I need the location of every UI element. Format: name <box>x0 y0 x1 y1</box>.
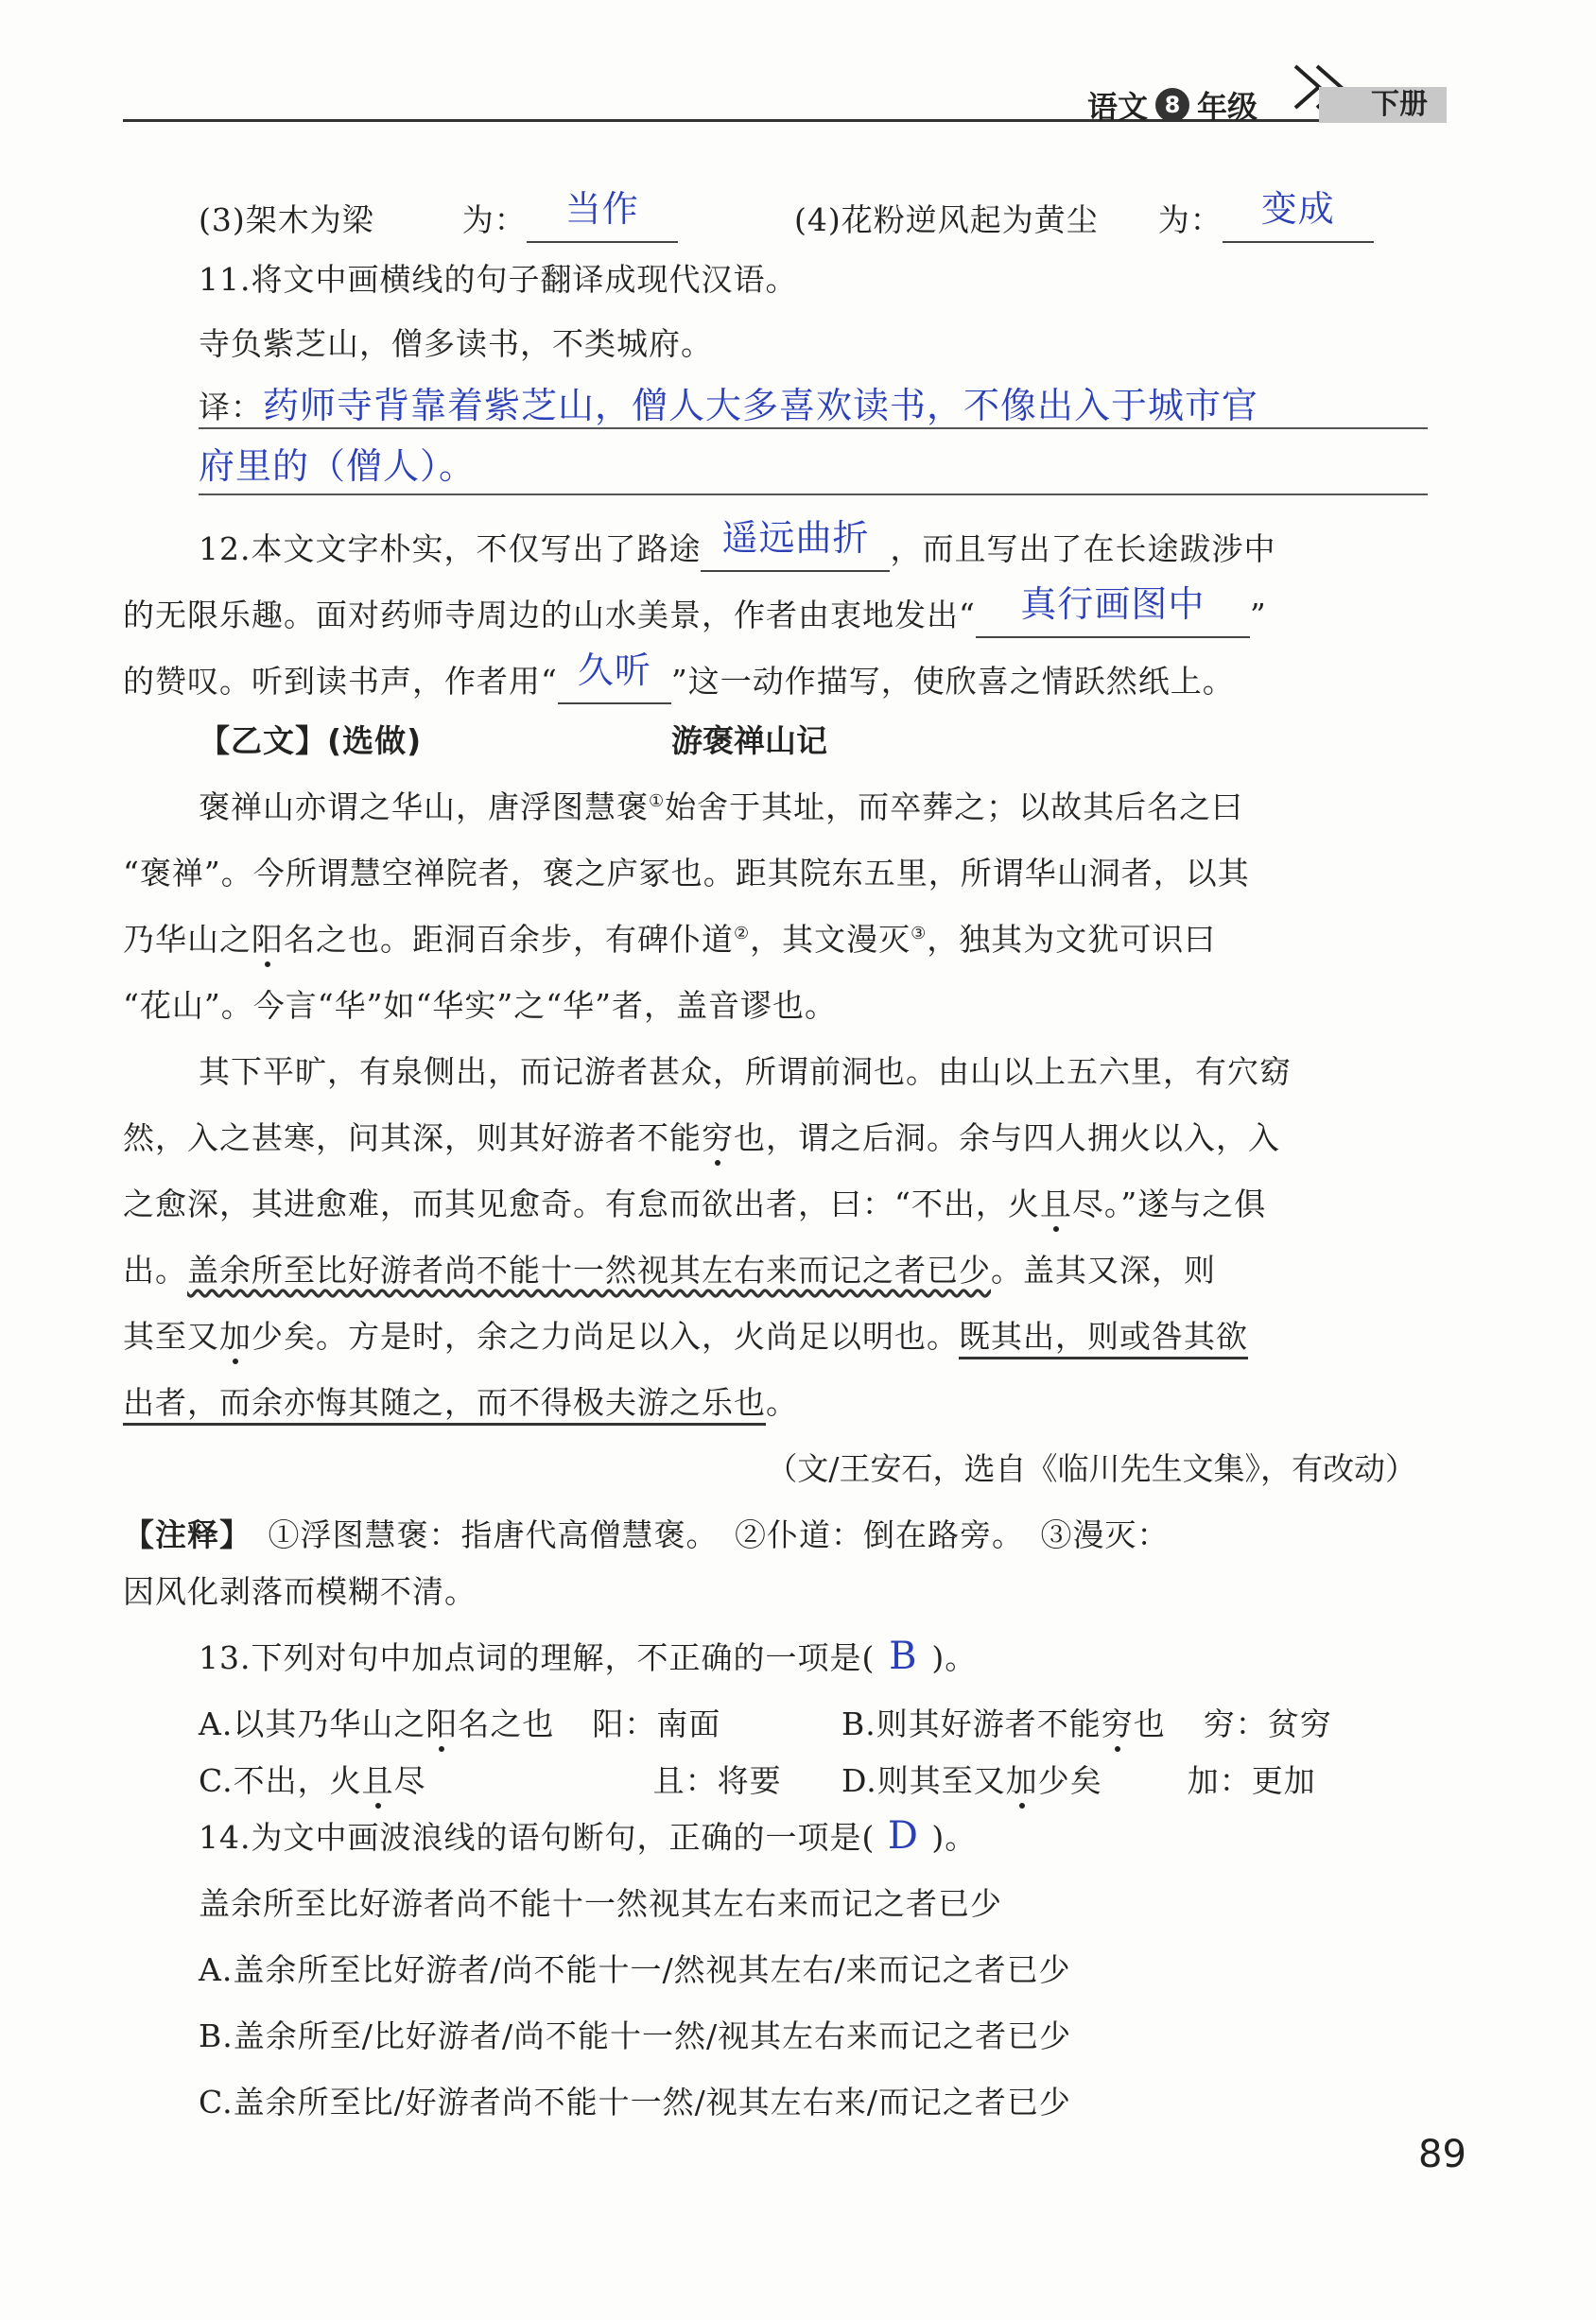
q12-blank2[interactable]: 真行画图中 <box>976 584 1250 638</box>
passage-p2-l4: 出。盖余所至比好游者尚不能十一然视其左右来而记之者已少。盖其又深，则 <box>123 1252 1216 1289</box>
passage-p1-l3: 乃华山之阳名之也。距洞百余步，有碑仆道②，其文漫灭③，独其为文犹可识曰 <box>123 921 1217 958</box>
q13-option-b[interactable]: B.则其好游者不能穷也 穷：贫穷 <box>841 1705 1332 1742</box>
passage-p2-l3: 之愈深，其进愈难，而其见愈奇。有怠而欲出者，曰：“不出，火且尽。”遂与之俱 <box>123 1186 1267 1222</box>
subject-label: 语文 <box>1087 89 1149 125</box>
q14-option-a[interactable]: A.盖余所至比好游者/尚不能十一/然视其左右/来而记之者已少 <box>199 1951 1071 1988</box>
q11-answer-line2[interactable]: 府里的（僧人）。 <box>199 445 477 487</box>
q10-part4: (4)花粉逆风起为黄尘 为： 变成 <box>794 189 1374 243</box>
q12-line1: 12.本文文字朴实，不仅写出了路途 遥远曲折 ，而且写出了在长途跋涉中 <box>199 518 1275 572</box>
q14-answer[interactable]: D <box>887 1814 919 1858</box>
q11-prompt: 11.将文中画横线的句子翻译成现代汉语。 <box>199 261 798 298</box>
q13-option-a[interactable]: A.以其乃华山之阳名之也 阳：南面 <box>199 1705 721 1742</box>
passage-p1-l1: 褒禅山亦谓之华山，唐浮图慧褒①始舍于其址，而卒葬之；以故其后名之曰 <box>199 788 1244 825</box>
page-number: 89 <box>1418 2133 1466 2176</box>
passage-p2-l2: 然，入之甚寒，问其深，则其好游者不能穷也，谓之后洞。余与四人拥火以入，入 <box>123 1119 1280 1156</box>
q13-answer[interactable]: B <box>889 1635 918 1678</box>
underlined-sentence-b: 出者，而余亦悔其随之，而不得极夫游之乐也 <box>123 1384 766 1421</box>
q13-prompt: 13.下列对句中加点词的理解，不正确的一项是( B )。 <box>199 1635 978 1678</box>
grade-badge: 8 <box>1155 88 1189 122</box>
q10-p4-blank[interactable]: 变成 <box>1223 189 1374 243</box>
passage-p2-l5: 其至又加少矣。方是时，余之力尚足以入，火尚足以明也。既其出，则或咎其欲 <box>123 1318 1248 1355</box>
q10-p3-blank[interactable]: 当作 <box>527 189 678 243</box>
q12-line3: 的赞叹。听到读书声，作者用“ 久听 ”这一动作描写，使欣喜之情跃然纸上。 <box>123 650 1235 704</box>
q10-part3: (3)架木为梁 为： 当作 <box>199 189 678 243</box>
wavy-underlined-sentence: 盖余所至比好游者尚不能十一然视其左右来而记之者已少 <box>187 1252 991 1289</box>
header-subject <box>1087 83 1258 127</box>
notes-line1: 【注释】 ①浮图慧褒：指唐代高僧慧褒。 ②仆道：倒在路旁。 ③漫灭： <box>123 1516 1170 1553</box>
passage-p1-l2: “褒禅”。今所谓慧空禅院者，褒之庐冢也。距其院东五里，所谓华山洞者，以其 <box>123 855 1250 892</box>
q12-blank3[interactable]: 久听 <box>558 650 671 704</box>
q11-answer-line1[interactable]: 译：药师寺背靠着紫芝山，僧人大多喜欢读书，不像出入于城市官 <box>199 385 1259 426</box>
volume-tab: 下册 <box>1319 87 1447 123</box>
q12-blank1[interactable]: 遥远曲折 <box>701 518 890 572</box>
passage-p2-l6: 出者，而余亦悔其随之，而不得极夫游之乐也。 <box>123 1384 798 1421</box>
passage-p1-l4: “花山”。今言“华”如“华实”之“华”者，盖音谬也。 <box>123 987 837 1024</box>
answer-rule-1 <box>199 427 1428 429</box>
q14-prompt: 14.为文中画波浪线的语句断句，正确的一项是( D )。 <box>199 1814 978 1858</box>
q13-option-d[interactable]: D.则其至又加少矣 加：更加 <box>841 1762 1316 1799</box>
q14-sentence: 盖余所至比好游者尚不能十一然视其左右来而记之者已少 <box>199 1885 1002 1922</box>
q14-option-b[interactable]: B.盖余所至/比好游者/尚不能十一然/视其左右来而记之者已少 <box>199 2017 1072 2054</box>
yiwen-label: 【乙文】(选做) <box>199 722 423 759</box>
underlined-sentence-a: 既其出，则或咎其欲 <box>959 1318 1248 1355</box>
q13-option-c[interactable]: C.不出，火且尽 且：将要 <box>199 1762 782 1799</box>
yiwen-title: 游褒禅山记 <box>671 722 827 759</box>
answer-rule-2 <box>199 493 1428 495</box>
notes-line2: 因风化剥落而模糊不清。 <box>123 1573 477 1610</box>
q11-sentence: 寺负紫芝山，僧多读书，不类城府。 <box>199 325 713 362</box>
q12-line2: 的无限乐趣。面对药师寺周边的山水美景，作者由衷地发出“ 真行画图中 ” <box>123 584 1267 638</box>
grade-suffix: 年级 <box>1197 89 1258 125</box>
q14-option-c[interactable]: C.盖余所至比/好游者尚不能十一然/视其左右来/而记之者已少 <box>199 2084 1071 2121</box>
passage-source: （文/王安石，选自《临川先生文集》，有改动） <box>766 1450 1416 1487</box>
passage-p2-l1: 其下平旷，有泉侧出，而记游者甚众，所谓前洞也。由山以上五六里，有穴窈 <box>199 1053 1292 1090</box>
